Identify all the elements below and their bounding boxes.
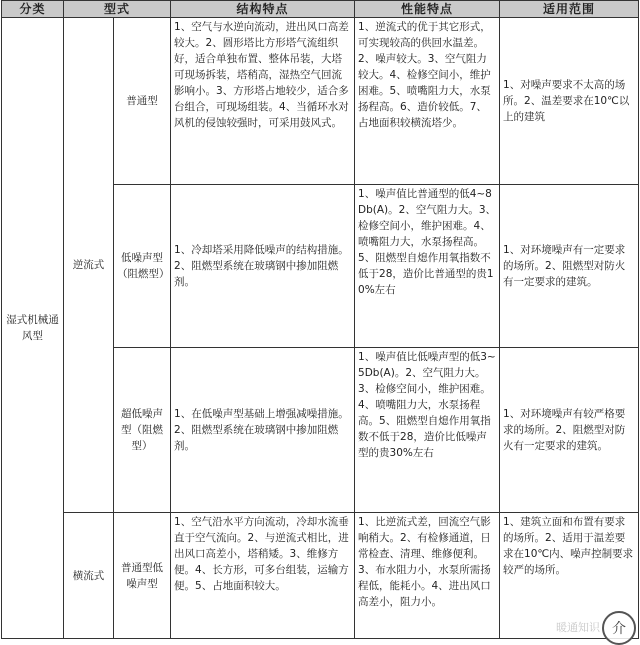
performance-cell: 1、噪声值比低噪声型的低3~5Db(A)。2、空气阻力大。3、检修空间小，维护困难。4、喷嘴阻力大，水泵扬程高。5、阻燃型自熄作用氧指数不低于28，造价比低噪声型的贵30%左右	[355, 348, 500, 513]
category-cell: 湿式机械通风型	[2, 18, 64, 639]
header-row	[2, 1, 639, 18]
type-cell: 普通型低噪声型	[114, 513, 171, 639]
structure-cell: 1、空气沿水平方向流动，冷却水流垂直于空气流向。2、与逆流式相比，进出风口高差小，塔稍矮。3、维修方便。4、长方形，可多台组装，运输方便。5、占地面积较大。	[171, 513, 355, 639]
structure-cell: 1、冷却塔采用降低噪声的结构措施。2、阻燃型系统在玻璃钢中掺加阻燃剂。	[171, 185, 355, 348]
header-scope: 适用范围	[500, 1, 639, 18]
performance-cell: 1、逆流式的优于其它形式，可实现较高的供回水温差。2、噪声较大。3、空气阻力较大。4、检修空间小，维护困难。5、喷嘴阻力大，水泵扬程高。6、造价较低。7、占地面积较横流塔少。	[355, 18, 500, 185]
spec-table	[1, 0, 639, 639]
header-category: 分类	[2, 1, 64, 18]
watermark-text: 暖通知识	[556, 621, 600, 634]
table-row	[2, 18, 639, 185]
table-row	[2, 513, 639, 639]
structure-cell: 1、在低噪声型基础上增强减噪措施。2、阻燃型系统在玻璃钢中掺加阻燃剂。	[171, 348, 355, 513]
scope-cell: 1、对环境噪声有一定要求的场所。2、阻燃型对防火有一定要求的建筑。	[500, 185, 639, 348]
header-structure: 结构特点	[171, 1, 355, 18]
flow-type-crossflow: 横流式	[64, 513, 114, 639]
type-cell: 超低噪声型（阻燃型）	[114, 348, 171, 513]
watermark-logo-icon: 介	[602, 611, 636, 645]
header-type: 型式	[64, 1, 171, 18]
performance-cell: 1、比逆流式差，回流空气影响稍大。2、有检修通道，日常检查、清理、维修便利。3、布水阻力小，水泵所需扬程低，能耗小。4、进出风口高差小，阻力小。	[355, 513, 500, 639]
type-cell: 普通型	[114, 18, 171, 185]
structure-cell: 1、空气与水逆向流动，进出风口高差较大。2、圆形塔比方形塔气流组织好，适合单独布置、整体吊装，大塔可现场拆装，塔稍高，湿热空气回流影响小。3、方形塔占地较少，适合多台组合，可现场组装。4、当循环水对风机的侵蚀较强时，可采用鼓风式。	[171, 18, 355, 185]
performance-cell: 1、噪声值比普通型的低4~8Db(A)。2、空气阻力大。3、检修空间小，维护困难。4、喷嘴阻力大，水泵扬程高。5、阻燃型自熄作用氧指数不低于28，造价比普通型的贵10%左右	[355, 185, 500, 348]
header-performance: 性能特点	[355, 1, 500, 18]
scope-cell: 1、建筑立面和布置有要求的场所。2、适用于温差要求在10℃内、噪声控制要求较严的场所。	[500, 513, 639, 639]
type-cell: 低噪声型（阻燃型）	[114, 185, 171, 348]
scope-cell: 1、对环境噪声有较严格要求的场所。2、阻燃型对防火有一定要求的建筑。	[500, 348, 639, 513]
scope-cell: 1、对噪声要求不太高的场所。2、温差要求在10℃以上的建筑	[500, 18, 639, 185]
flow-type-counterflow: 逆流式	[64, 18, 114, 513]
